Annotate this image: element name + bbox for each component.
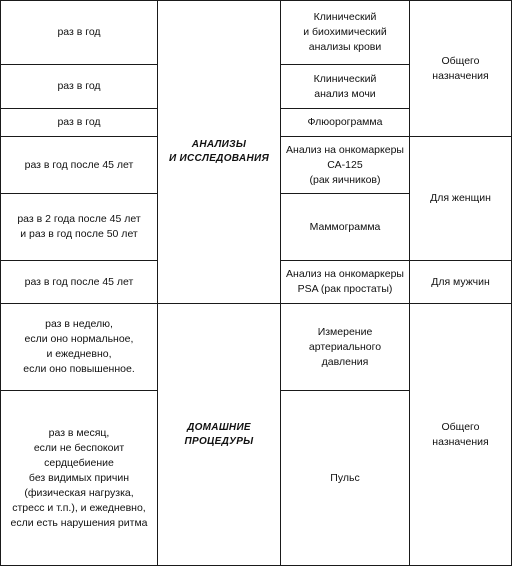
row-divider	[280, 260, 410, 261]
row-divider	[280, 136, 410, 137]
row-divider	[0, 64, 158, 65]
row-divider	[280, 303, 410, 304]
frequency-cell: раз в год после 45 лет	[24, 275, 134, 288]
row-divider	[280, 64, 410, 65]
row-divider	[0, 390, 158, 391]
row-divider	[0, 136, 158, 137]
row-divider	[409, 260, 512, 261]
frequency-cell: раз в 2 года после 45 лет и раз в год после 50 лет	[17, 213, 141, 240]
category-tests: АНАЛИЗЫ И ИССЛЕДОВАНИЯ	[168, 139, 270, 164]
row-divider	[280, 193, 410, 194]
procedure-cell: Клинический анализ мочи	[313, 72, 377, 100]
frequency-cell: раз в неделю, если оно нормальное, и ежедневно, если оно повышенное.	[23, 318, 135, 375]
group-men: Для мужчин	[431, 275, 490, 288]
row-divider	[0, 108, 158, 109]
row-divider	[157, 303, 281, 304]
procedure-cell: Измерение артериального давления	[308, 325, 382, 368]
row-divider	[409, 303, 512, 304]
row-divider	[409, 136, 512, 137]
column-divider	[157, 0, 158, 566]
row-divider	[0, 303, 158, 304]
procedure-cell: Анализ на онкомаркеры СА-125 (рак яичников)	[286, 143, 404, 186]
table-border	[0, 565, 512, 566]
frequency-cell: раз в год	[57, 116, 101, 128]
frequency-cell: раз в месяц, если не беспокоит сердцебиение без видимых причин (физическая нагрузка, стресс и т.п.), и ежедневно, если есть нарушения ритма	[10, 426, 148, 529]
table-border	[0, 0, 512, 1]
procedure-cell: Флюорограмма	[307, 116, 383, 128]
group-general: Общего назначения	[432, 420, 489, 448]
frequency-cell: раз в год	[57, 80, 101, 92]
column-divider	[280, 0, 281, 566]
group-women: Для женщин	[430, 192, 491, 204]
column-divider	[409, 0, 410, 566]
procedure-cell: Анализ на онкомаркеры PSA (рак простаты)	[286, 268, 404, 295]
frequency-cell: раз в год	[57, 26, 101, 38]
row-divider	[0, 260, 158, 261]
table-border	[0, 0, 1, 566]
row-divider	[0, 193, 158, 194]
row-divider	[280, 108, 410, 109]
procedure-cell: Клинический и биохимический анализы крови	[303, 11, 387, 53]
group-general: Общего назначения	[432, 54, 489, 82]
procedure-cell: Маммограмма	[309, 220, 381, 233]
row-divider	[280, 390, 410, 391]
procedure-cell: Пульс	[330, 471, 360, 484]
category-home-procedures: ДОМАШНИЕ ПРОЦЕДУРЫ	[184, 421, 254, 447]
frequency-cell: раз в год после 45 лет	[24, 158, 134, 171]
